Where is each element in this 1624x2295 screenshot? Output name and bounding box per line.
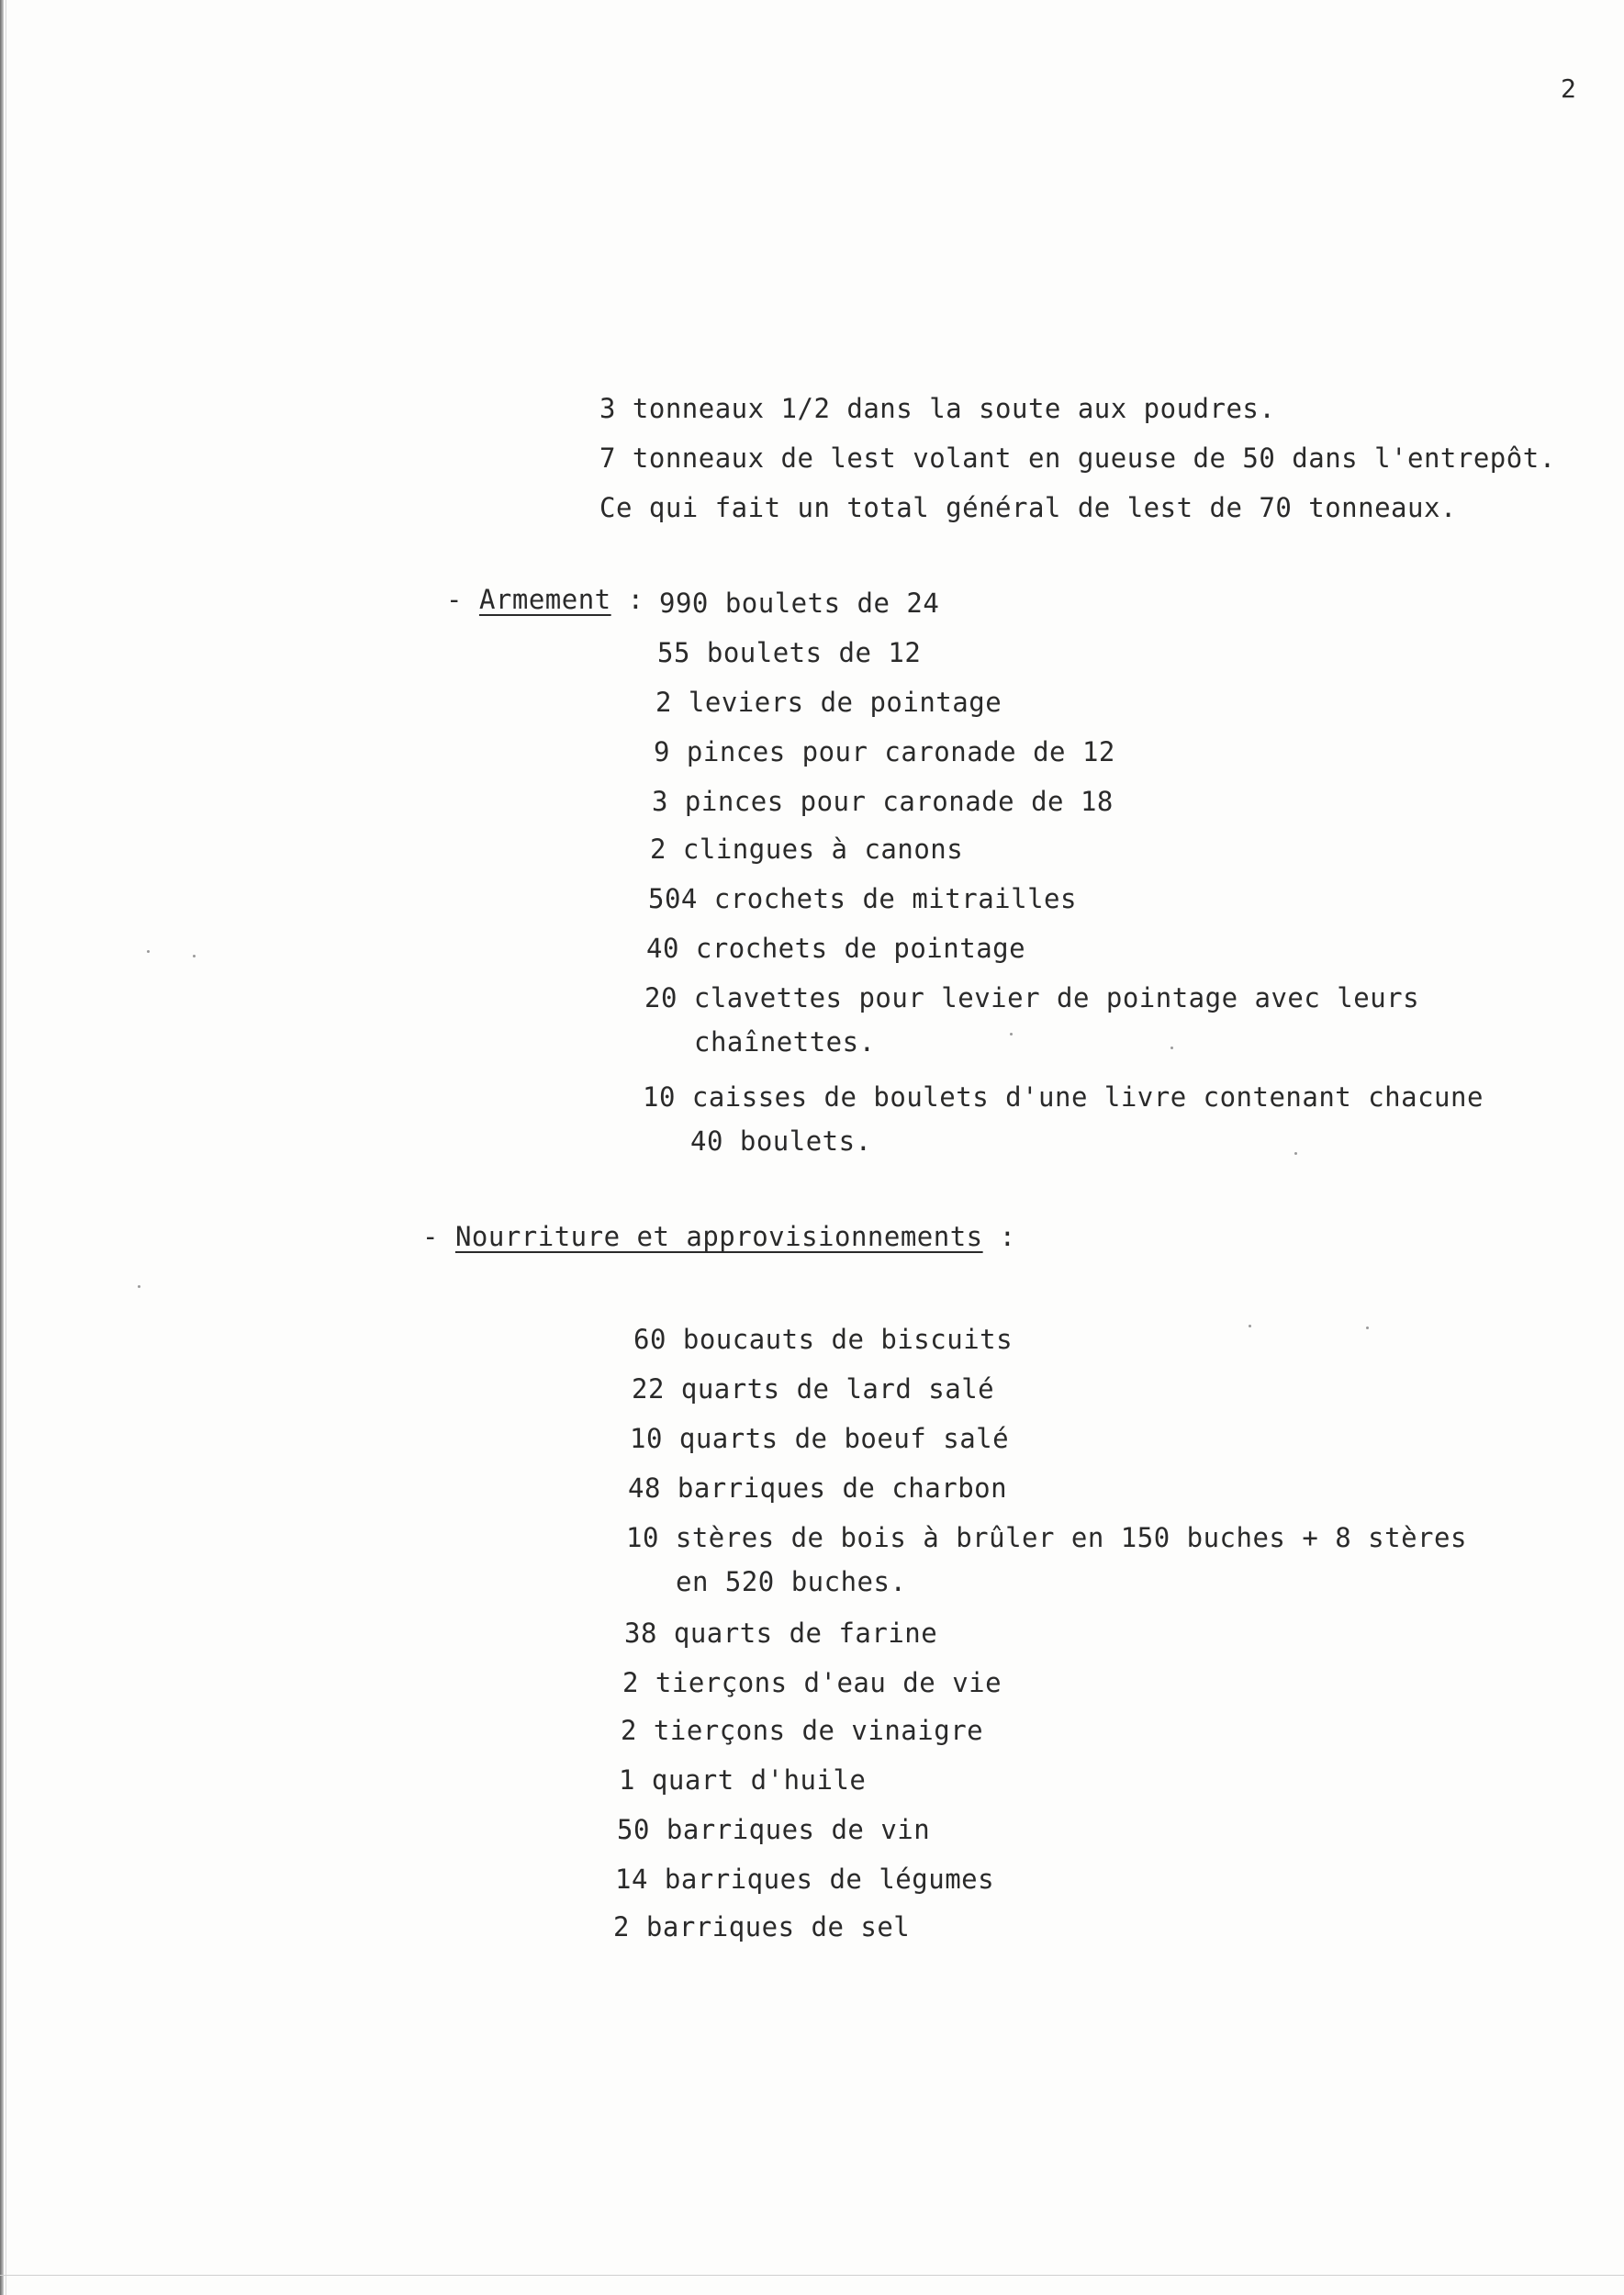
nourriture-item: 22 quarts de lard salé: [632, 1373, 995, 1405]
heading-colon: :: [999, 1221, 1016, 1252]
nourriture-item: 2 tierçons de vinaigre: [621, 1715, 984, 1746]
heading-dash: -: [446, 584, 463, 615]
armement-item-continuation: 40 boulets.: [690, 1125, 872, 1157]
scan-speck: [1010, 1033, 1013, 1036]
armement-item: 55 boulets de 12: [657, 637, 922, 668]
scan-left-edge: [0, 0, 4, 2295]
scan-speck: [1249, 1325, 1251, 1327]
nourriture-item: 2 barriques de sel: [613, 1911, 911, 1942]
ballast-line: 7 tonneaux de lest volant en gueuse de 50 dans l'entrepôt.: [599, 442, 1556, 474]
armement-item: 2 leviers de pointage: [655, 687, 1002, 718]
nourriture-item: 48 barriques de charbon: [628, 1472, 1008, 1504]
armement-item: 990 boulets de 24: [659, 588, 940, 619]
nourriture-title: Nourriture et approvisionnements: [454, 1221, 983, 1252]
nourriture-item: 50 barriques de vin: [617, 1814, 931, 1845]
armement-item: 2 clingues à canons: [650, 834, 964, 865]
scan-speck: [1170, 1047, 1173, 1049]
nourriture-item: 60 boucauts de biscuits: [633, 1324, 1014, 1355]
scan-speck: [193, 955, 196, 957]
armement-item: 20 clavettes pour levier de pointage avec leurs: [644, 982, 1420, 1013]
nourriture-item: 38 quarts de farine: [624, 1618, 938, 1649]
scan-bottom-edge: [0, 2275, 1624, 2276]
armement-title: Armement: [478, 584, 611, 615]
armement-item: 10 caisses de boulets d'une livre contenant chacune: [643, 1081, 1484, 1113]
scan-speck: [1366, 1327, 1369, 1329]
heading-colon: :: [627, 584, 644, 615]
scan-speck: [138, 1285, 140, 1288]
scan-speck: [1294, 1152, 1297, 1155]
armement-heading: [446, 584, 644, 615]
armement-item: 504 crochets de mitrailles: [648, 883, 1077, 914]
scan-speck: [147, 950, 150, 953]
nourriture-item: 10 stères de bois à brûler en 150 buches + 8 stères: [626, 1522, 1467, 1553]
nourriture-item-continuation: en 520 buches.: [676, 1566, 907, 1597]
nourriture-item: 2 tierçons d'eau de vie: [622, 1667, 1002, 1698]
armement-item: 9 pinces pour caronade de 12: [654, 736, 1115, 767]
nourriture-item: 1 quart d'huile: [619, 1764, 867, 1796]
nourriture-heading: [422, 1221, 1016, 1252]
ballast-line: 3 tonneaux 1/2 dans la soute aux poudres.: [599, 393, 1276, 424]
armement-item: 40 crochets de pointage: [646, 933, 1026, 964]
nourriture-item: 10 quarts de boeuf salé: [630, 1423, 1010, 1454]
ballast-line: Ce qui fait un total général de lest de 70 tonneaux.: [599, 492, 1457, 523]
armement-item: 3 pinces pour caronade de 18: [652, 786, 1114, 817]
heading-dash: -: [422, 1221, 439, 1252]
armement-item-continuation: chaînettes.: [694, 1026, 876, 1058]
nourriture-item: 14 barriques de légumes: [615, 1864, 995, 1895]
page-number: 2: [1561, 73, 1576, 104]
